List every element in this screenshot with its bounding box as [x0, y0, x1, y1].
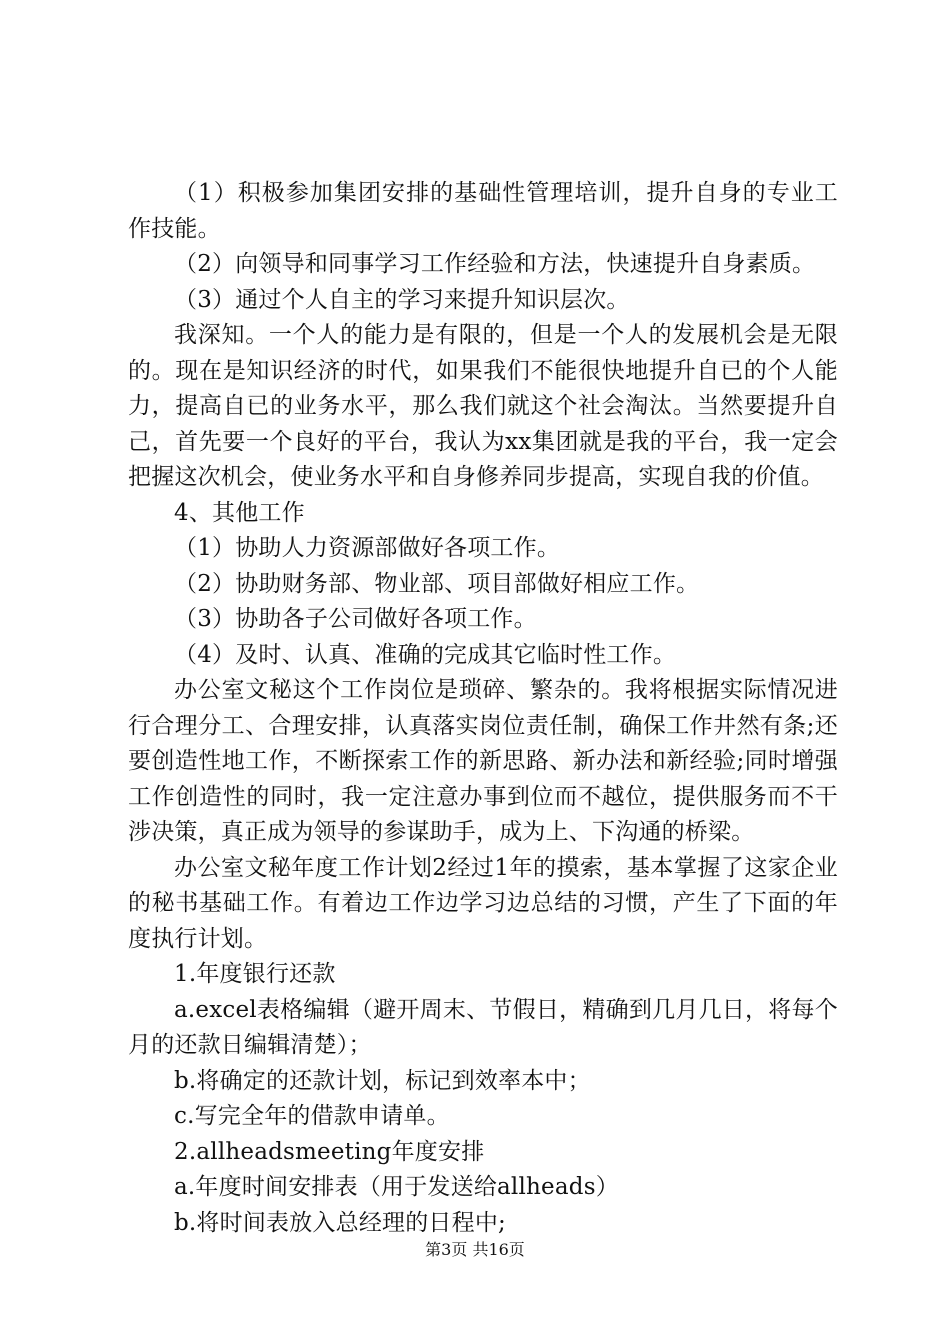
paragraph: a.年度时间安排表（用于发送给allheads） [174, 1174, 619, 1200]
paragraph: （3）通过个人自主的学习来提升知识层次。 [174, 286, 630, 313]
paragraph: （3）协助各子公司做好各项工作。 [174, 606, 537, 632]
paragraph: 办公室文秘年度工作计划2经过1年的摸索，基本掌握了这家企业的秘书基础工作。有着边工作边学习边总结的习惯，产生了下面的年度执行计划。 [128, 854, 838, 952]
paragraph: （1）积极参加集团安排的基础性管理培训，提升自身的专业工作技能。 [128, 180, 838, 242]
paragraph: a.excel表格编辑（避开周末、节假日，精确到几月几日，将每个月的还款日编辑清楚）； [128, 996, 838, 1058]
paragraph: （2）向领导和同事学习工作经验和方法，快速提升自身素质。 [174, 251, 816, 277]
document-body [128, 176, 838, 1241]
paragraph: （2）协助财务部、物业部、项目部做好相应工作。 [174, 570, 700, 597]
paragraph: 4、其他工作 [174, 499, 305, 526]
paragraph: （1）协助人力资源部做好各项工作。 [174, 535, 561, 561]
paragraph: （4）及时、认真、准确的完成其它临时性工作。 [174, 641, 677, 668]
paragraph: b.将时间表放入总经理的日程中; [174, 1209, 506, 1236]
paragraph: 1.年度银行还款 [174, 961, 336, 987]
paragraph: 我深知。一个人的能力是有限的，但是一个人的发展机会是无限的。现在是知识经济的时代，如果我们不能很快地提升自已的个人能力，提高自已的业务水平，那么我们就这个社会淘汰。当然要提升自己，首先要一个良好的平台，我认为xx集团就是我的平台，我一定会把握这次机会，使业务水平和自身修养同步提高，实现自我的价值。 [128, 322, 838, 490]
paragraph: 办公室文秘这个工作岗位是琐碎、繁杂的。我将根据实际情况进行合理分工、合理安排，认真落实岗位责任制，确保工作井然有条;还要创造性地工作，不断探索工作的新思路、新办法和新经验;同时增强工作创造性的同时，我一定注意办事到位而不越位，提供服务而不干涉决策，真正成为领导的参谋助手，成为上、下沟通的桥梁。 [128, 677, 838, 845]
page-footer: 第3页 共16页 [425, 1240, 525, 1259]
paragraph: b.将确定的还款计划，标记到效率本中； [174, 1067, 591, 1094]
paragraph: c.写完全年的借款申请单。 [174, 1103, 450, 1129]
paragraph: 2.allheadsmeeting年度安排 [174, 1138, 485, 1165]
